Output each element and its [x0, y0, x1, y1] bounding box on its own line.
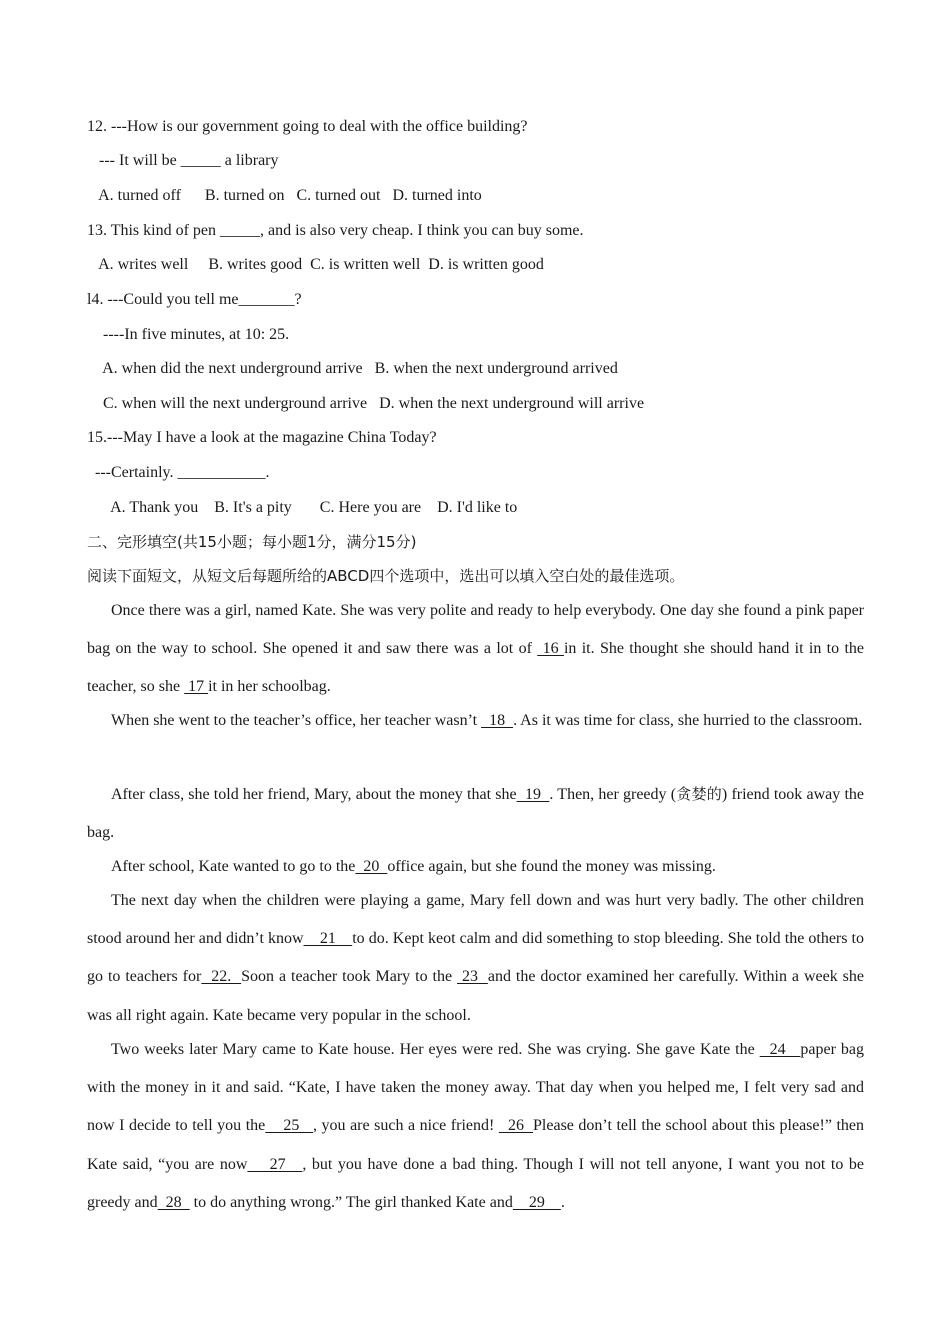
- passage-text: . Then, her greedy (: [549, 786, 677, 803]
- blank-29: 29: [512, 1193, 561, 1211]
- blank-18: 18: [481, 712, 514, 729]
- question-13-stem: 13. This kind of pen _____, and is also very cheap. I think you can buy some.: [87, 222, 584, 239]
- question-15-options: A. Thank you B. It's a pity C. Here you are D. I'd like to: [87, 499, 518, 516]
- passage-text: Once there was a girl, named Kate. She was very polite and ready to help everybody. One day she found a pink paper bag on the way to school. She opened it and saw there was a lot of: [87, 602, 864, 658]
- blank-21: 21: [303, 930, 353, 948]
- chinese-gloss: 贪婪的: [676, 785, 722, 803]
- passage-text: to do anything wrong.” The girl thanked Kate and: [189, 1193, 513, 1211]
- passage-paragraph-5: [87, 882, 864, 1035]
- blank-16: 16: [537, 640, 564, 658]
- passage-paragraph-6: [87, 1031, 864, 1222]
- blank-19: 19: [516, 786, 550, 803]
- question-14-reply: ----In five minutes, at 10: 25.: [87, 326, 290, 343]
- blank-20: 20: [355, 858, 388, 875]
- passage-text: After school, Kate wanted to go to the: [111, 858, 356, 875]
- passage-text: . As it was time for class, she hurried to the classroom.: [513, 712, 863, 729]
- question-12-options: A. turned off B. turned on C. turned out D. turned into: [87, 187, 482, 204]
- section-instruction: 阅读下面短文，从短文后每题所给的ABCD四个选项中，选出可以填入空白处的最佳选项。: [87, 567, 685, 585]
- passage-paragraph-2: [87, 702, 864, 740]
- blank-27: 27: [247, 1155, 303, 1173]
- question-14-options-cd: C. when will the next underground arrive D. when the next underground will arrive: [87, 395, 645, 412]
- blank-28: 28: [157, 1193, 190, 1211]
- passage-text: , you are such a nice friend!: [313, 1117, 499, 1135]
- passage-text: ) friend took away the bag.: [87, 786, 865, 842]
- passage-paragraph-1: [87, 592, 864, 707]
- section-heading: 二、完形填空(共15小题；每小题1分，满分15分): [87, 533, 417, 551]
- passage-text: Two weeks later Mary came to Kate house. Her eyes were red. She was crying. She gave Kate the: [111, 1041, 760, 1058]
- passage-paragraph-4: [87, 848, 864, 886]
- question-15-stem: 15.---May I have a look at the magazine China Today?: [87, 429, 437, 446]
- blank-25: 25: [265, 1117, 313, 1135]
- passage-text: When she went to the teacher’s office, her teacher wasn’t: [111, 712, 482, 729]
- blank-17: 17: [184, 678, 209, 696]
- passage-text: it in her schoolbag.: [208, 678, 331, 696]
- passage-text: Please don’t tell the school about this please!” then Kate said, “you are now: [87, 1117, 865, 1173]
- passage-text: and the doctor examined her carefully. Within a week she was all right again. Kate became very popular in the school.: [87, 968, 865, 1024]
- question-14-stem: l4. ---Could you tell me_______?: [87, 291, 302, 308]
- passage-text: to do. Kept keot calm and did something to stop bleeding. She told the others to go to teachers for: [87, 930, 865, 986]
- question-13-options: A. writes well B. writes good C. is written well D. is written good: [87, 256, 544, 273]
- passage-text: in it. She thought she should hand it in to the teacher, so she: [87, 640, 865, 696]
- passage-text: office again, but she found the money was missing.: [387, 858, 716, 875]
- question-12-reply: --- It will be _____ a library: [87, 152, 279, 169]
- passage-text: Soon a teacher took Mary to the: [241, 968, 458, 986]
- blank-26: 26: [498, 1117, 534, 1135]
- blank-24: 24: [759, 1041, 801, 1058]
- passage-text: The next day when the children were playing a game, Mary fell down and was hurt very badly. The other children stood around her and didn’t know: [87, 892, 864, 948]
- blank-23: 23: [457, 968, 488, 986]
- passage-text: , but you have done a bad thing. Though I will not tell anyone, I want you not to be greedy and: [87, 1155, 865, 1211]
- passage-paragraph-3: [87, 775, 864, 852]
- question-12-stem: 12. ---How is our government going to deal with the office building?: [87, 118, 528, 135]
- passage-text: After class, she told her friend, Mary, about the money that she: [111, 786, 517, 803]
- passage-text: .: [560, 1193, 565, 1211]
- blank-22: 22.: [201, 968, 242, 986]
- question-14-options-ab: A. when did the next underground arrive B. when the next underground arrived: [87, 360, 618, 377]
- question-15-reply: ---Certainly. ___________.: [87, 464, 270, 481]
- passage-text: paper bag with the money in it and said. “Kate, I have taken the money away. That day when you helped me, I felt very sad and now I decide to tell you the: [87, 1041, 865, 1135]
